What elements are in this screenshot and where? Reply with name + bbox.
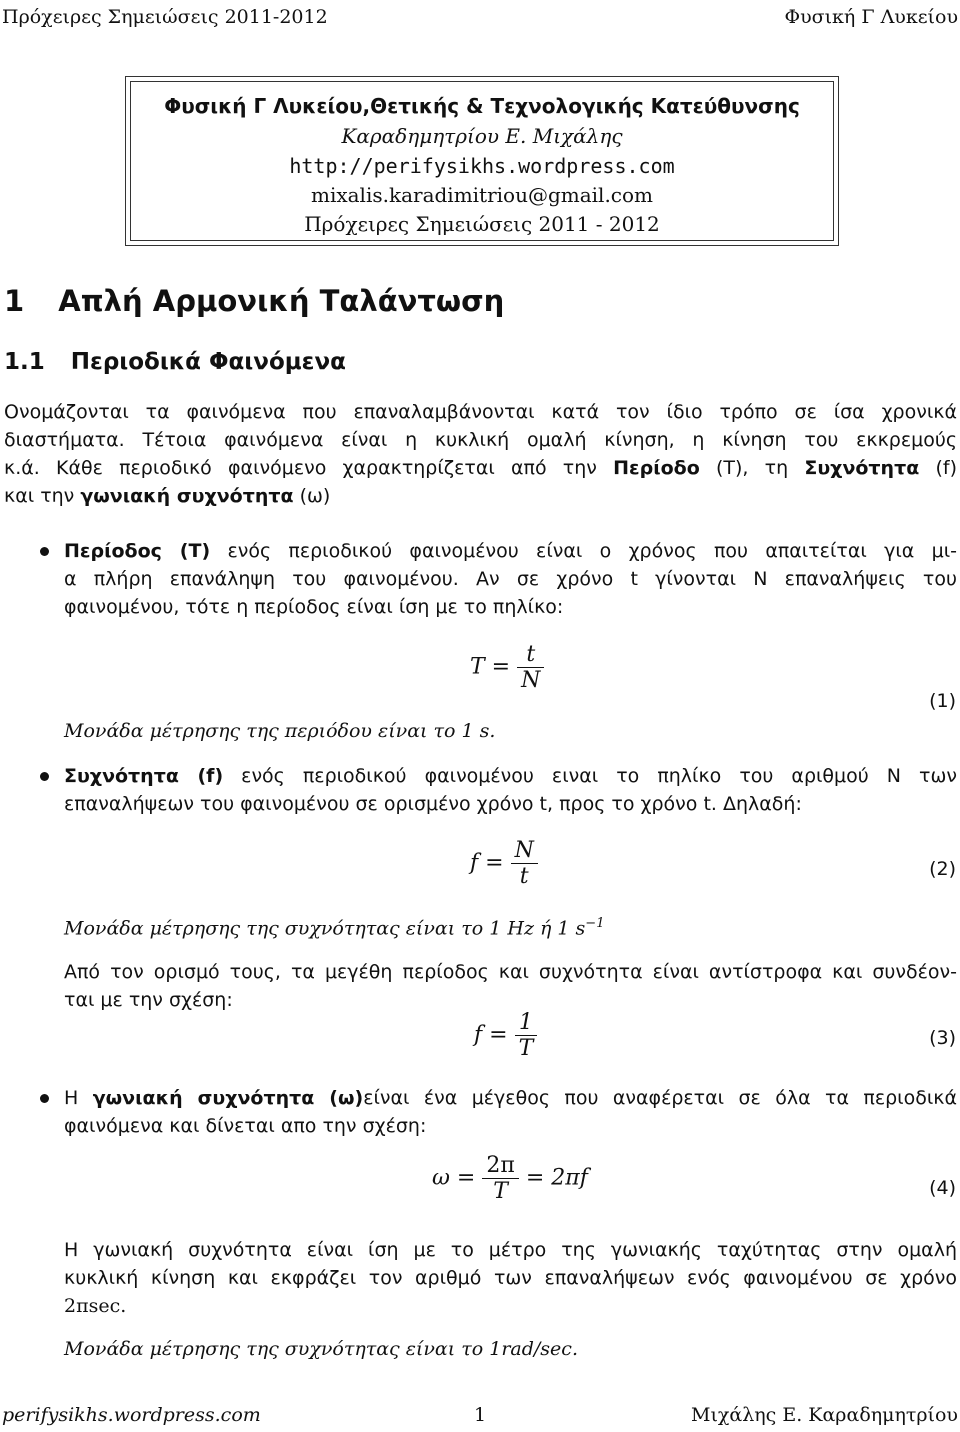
angular-frequency-unit: Μονάδα μέτρησης της συχνότητας είναι το 1rad/sec.: [64, 1338, 578, 1360]
footer-website[interactable]: perifysikhs.wordpress.com: [2, 1404, 261, 1426]
section-number: 1: [4, 284, 25, 318]
period-unit: Μονάδα μέτρησης της περιόδου είναι το 1 s.: [64, 720, 496, 742]
bullet-dot: [40, 772, 49, 781]
equation-2: f = $\frac{N}{t}$: [470, 838, 538, 889]
website-url[interactable]: http://perifysikhs.wordpress.com: [289, 154, 675, 178]
period-definition: Περίοδος (T) ενός περιοδικού φαινομένου είναι ο χρόνος που απαιτείται για μι- α πλήρη επανάληψη του φαινομένου. Αν σε χρόνο t γίνονται N επαναλήψεις του φαινομένου, τότε η περίοδος είναι ίση με το πηλίκο:: [64, 540, 957, 618]
section-title: Απλή Αρμονική Ταλάντωση: [58, 284, 505, 318]
bullet-dot: [40, 547, 49, 556]
author-name: Καραδημητρίου Ε. Μιχάλης: [341, 124, 623, 148]
page-number: 1: [474, 1404, 487, 1426]
equation-label: (3): [929, 1027, 956, 1049]
running-header-left: Πρόχειρες Σημειώσεις 2011-2012: [2, 6, 328, 28]
angular-frequency-text: Η γωνιακή συχνότητα είναι ίση με το μέτρο της γωνιακής ταχύτητας στην ομαλή κυκλική κίνηση και εκφράζει τον αριθμό των επαναλήψεων ενός φαινομένου σε χρόνο 2πsec.: [64, 1239, 957, 1317]
intro-line: κ.ά. Κάθε περιοδικό φαινόμενο χαρακτηρίζεται από την Περίοδο (T), τη Συχνότητα (f): [4, 457, 957, 479]
equation-label: (1): [929, 690, 956, 712]
term-period-def: Περίοδος (T): [64, 540, 211, 562]
term-angular-frequency-def: γωνιακή συχνότητα (ω): [92, 1087, 364, 1109]
author-email[interactable]: mixalis.karadimitriou@gmail.com: [310, 183, 654, 207]
title-box-inner: [130, 81, 834, 241]
intro-line: Ονομάζονται τα φαινόμενα που επαναλαμβάνονται κατά τον ίδιο τρόπο σε ίσα χρονικά: [4, 401, 957, 423]
notes-label: Πρόχειρες Σημειώσεις 2011 - 2012: [304, 212, 660, 236]
bullet-dot: [40, 1094, 49, 1103]
footer-author: Μιχάλης Ε. Καραδημητρίου: [690, 1404, 958, 1426]
equation-4: ω = $\frac{2\pi}{T}$ = 2πf: [432, 1153, 588, 1204]
frequency-definition: Συχνότητα (f) ενός περιοδικού φαινομένου ειναι το πηλίκο του αριθμού N των επαναλήψεων του φαινομένου σε ορισμένο χρόνο t, προς το χρόνο t. Δηλαδή:: [64, 765, 958, 815]
equation-label: (2): [929, 858, 956, 880]
title-box: [125, 76, 839, 246]
term-frequency: Συχνότητα: [804, 457, 920, 479]
equation-label: (4): [929, 1177, 956, 1199]
equation-3: f = $\frac{1}{T}$: [474, 1010, 537, 1061]
term-angular-frequency: γωνιακή συχνότητα: [80, 485, 294, 507]
equation-1: T = $\frac{t}{N}$: [470, 642, 544, 693]
angular-frequency-definition: Η γωνιακή συχνότητα (ω)είναι ένα μέγεθος που αναφέρεται σε όλα τα περιοδικά φαινόμενα και δίνεται απο την σχέση:: [64, 1087, 958, 1137]
relation-paragraph: Από τον ορισμό τους, τα μεγέθη περίοδος και συχνότητα είναι αντίστροφα και συνδέον- ται με την σχέση:: [64, 961, 957, 1011]
subsection-title: Περιοδικά Φαινόμενα: [70, 349, 346, 375]
term-frequency-def: Συχνότητα (f): [64, 765, 224, 787]
document-title: Φυσική Γ Λυκείου,Θετικής & Τεχνολογικής Κατεύθυνσης: [164, 94, 800, 118]
running-header-right: Φυσική Γ Λυκείου: [784, 6, 958, 28]
intro-line: διαστήματα. Τέτοια φαινόμενα είναι η κυκλική ομαλή κίνηση, η κίνηση του εκκρεμούς: [4, 429, 957, 451]
frequency-unit: Μονάδα μέτρησης της συχνότητας είναι το 1 Hz ή 1 $s^{-1}$: [64, 916, 605, 940]
term-period: Περίοδο: [613, 457, 700, 479]
section-heading: [4, 284, 504, 318]
intro-line: και την γωνιακή συχνότητα (ω): [4, 485, 331, 507]
intro-paragraph: [4, 398, 957, 510]
subsection-number: 1.1: [4, 349, 45, 375]
subsection-heading: [4, 349, 346, 375]
